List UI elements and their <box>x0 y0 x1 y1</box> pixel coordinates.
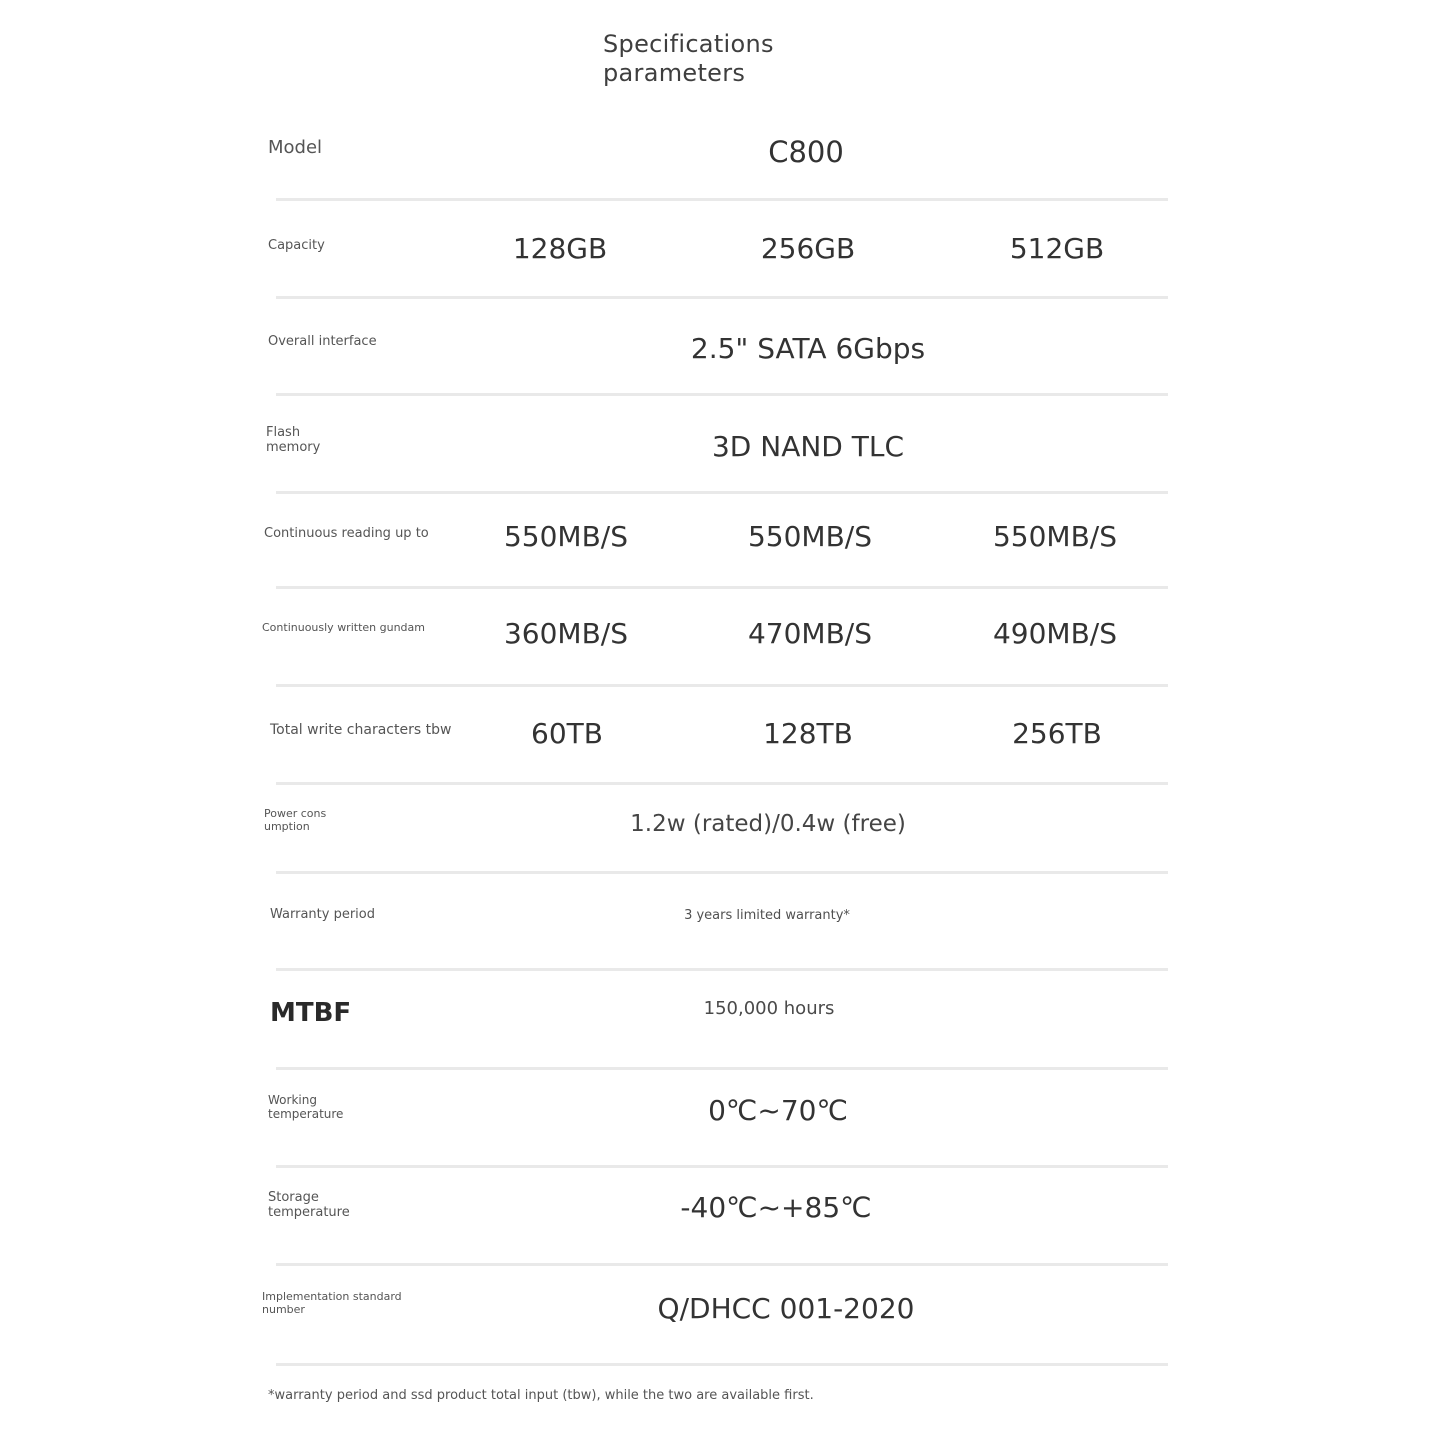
tbw-value-3: 256TB <box>1012 717 1102 750</box>
read-label: Continuous reading up to <box>264 526 429 541</box>
working-temp-value: 0℃~70℃ <box>708 1094 848 1127</box>
mtbf-value: 150,000 hours <box>703 998 835 1019</box>
read-value-1: 550MB/S <box>503 520 629 553</box>
row-divider <box>276 1067 1168 1070</box>
working-temp-label <box>268 1094 343 1122</box>
row-divider <box>276 586 1168 589</box>
power-label-line2: umption <box>264 819 310 833</box>
working-temp-label-line2: temperature <box>268 1106 344 1121</box>
row-divider <box>276 491 1168 494</box>
write-value-2: 470MB/S <box>747 617 873 650</box>
model-value: C800 <box>768 135 844 169</box>
model-label: Model <box>268 137 323 158</box>
tbw-label: Total write characters tbw <box>270 722 452 738</box>
spec-title-line1: Specifications <box>603 30 774 58</box>
standard-label-line2: number <box>262 1302 305 1316</box>
capacity-value-2: 256GB <box>760 232 856 265</box>
interface-value: 2.5" SATA 6Gbps <box>690 332 926 365</box>
storage-temp-label <box>268 1191 350 1221</box>
power-value: 1.2w (rated)/0.4w (free) <box>630 811 906 837</box>
row-divider <box>276 684 1168 687</box>
tbw-value-1: 60TB <box>531 717 603 750</box>
read-value-3: 550MB/S <box>992 520 1118 553</box>
row-divider <box>276 871 1168 874</box>
write-value-1: 360MB/S <box>503 617 629 650</box>
row-divider <box>276 782 1168 785</box>
mtbf-label: MTBF <box>270 998 352 1028</box>
interface-label: Overall interface <box>268 334 377 349</box>
write-value-3: 490MB/S <box>992 617 1118 650</box>
power-label-line1: Power cons <box>264 807 327 820</box>
standard-value: Q/DHCC 001-2020 <box>657 1292 915 1325</box>
power-label <box>264 808 326 833</box>
standard-label <box>262 1291 402 1316</box>
read-value-2: 550MB/S <box>747 520 873 553</box>
storage-temp-value: -40℃~+85℃ <box>680 1191 872 1224</box>
flash-value: 3D NAND TLC <box>711 430 905 463</box>
spec-title <box>603 30 774 88</box>
capacity-value-3: 512GB <box>1009 232 1105 265</box>
row-divider <box>276 198 1168 201</box>
row-divider <box>276 296 1168 299</box>
storage-temp-label-line2: temperature <box>268 1204 350 1220</box>
flash-label <box>266 426 320 456</box>
capacity-value-1: 128GB <box>512 232 608 265</box>
warranty-value: 3 years limited warranty* <box>684 908 850 923</box>
footnote: *warranty period and ssd product total input (tbw), while the two are available first. <box>268 1388 814 1403</box>
flash-label-line2: memory <box>266 439 321 455</box>
capacity-label: Capacity <box>268 238 325 253</box>
write-label: Continuously written gundam <box>262 621 425 634</box>
storage-temp-label-line1: Storage <box>268 1190 319 1205</box>
row-divider <box>276 1263 1168 1266</box>
row-divider <box>276 1165 1168 1168</box>
tbw-value-2: 128TB <box>763 717 853 750</box>
working-temp-label-line1: Working <box>268 1093 317 1107</box>
row-divider <box>276 1363 1168 1366</box>
spec-title-line2: parameters <box>603 59 746 87</box>
warranty-label: Warranty period <box>270 907 375 922</box>
flash-label-line1: Flash <box>266 425 301 440</box>
standard-label-line1: Implementation standard <box>262 1290 402 1303</box>
row-divider <box>276 393 1168 396</box>
row-divider <box>276 968 1168 971</box>
